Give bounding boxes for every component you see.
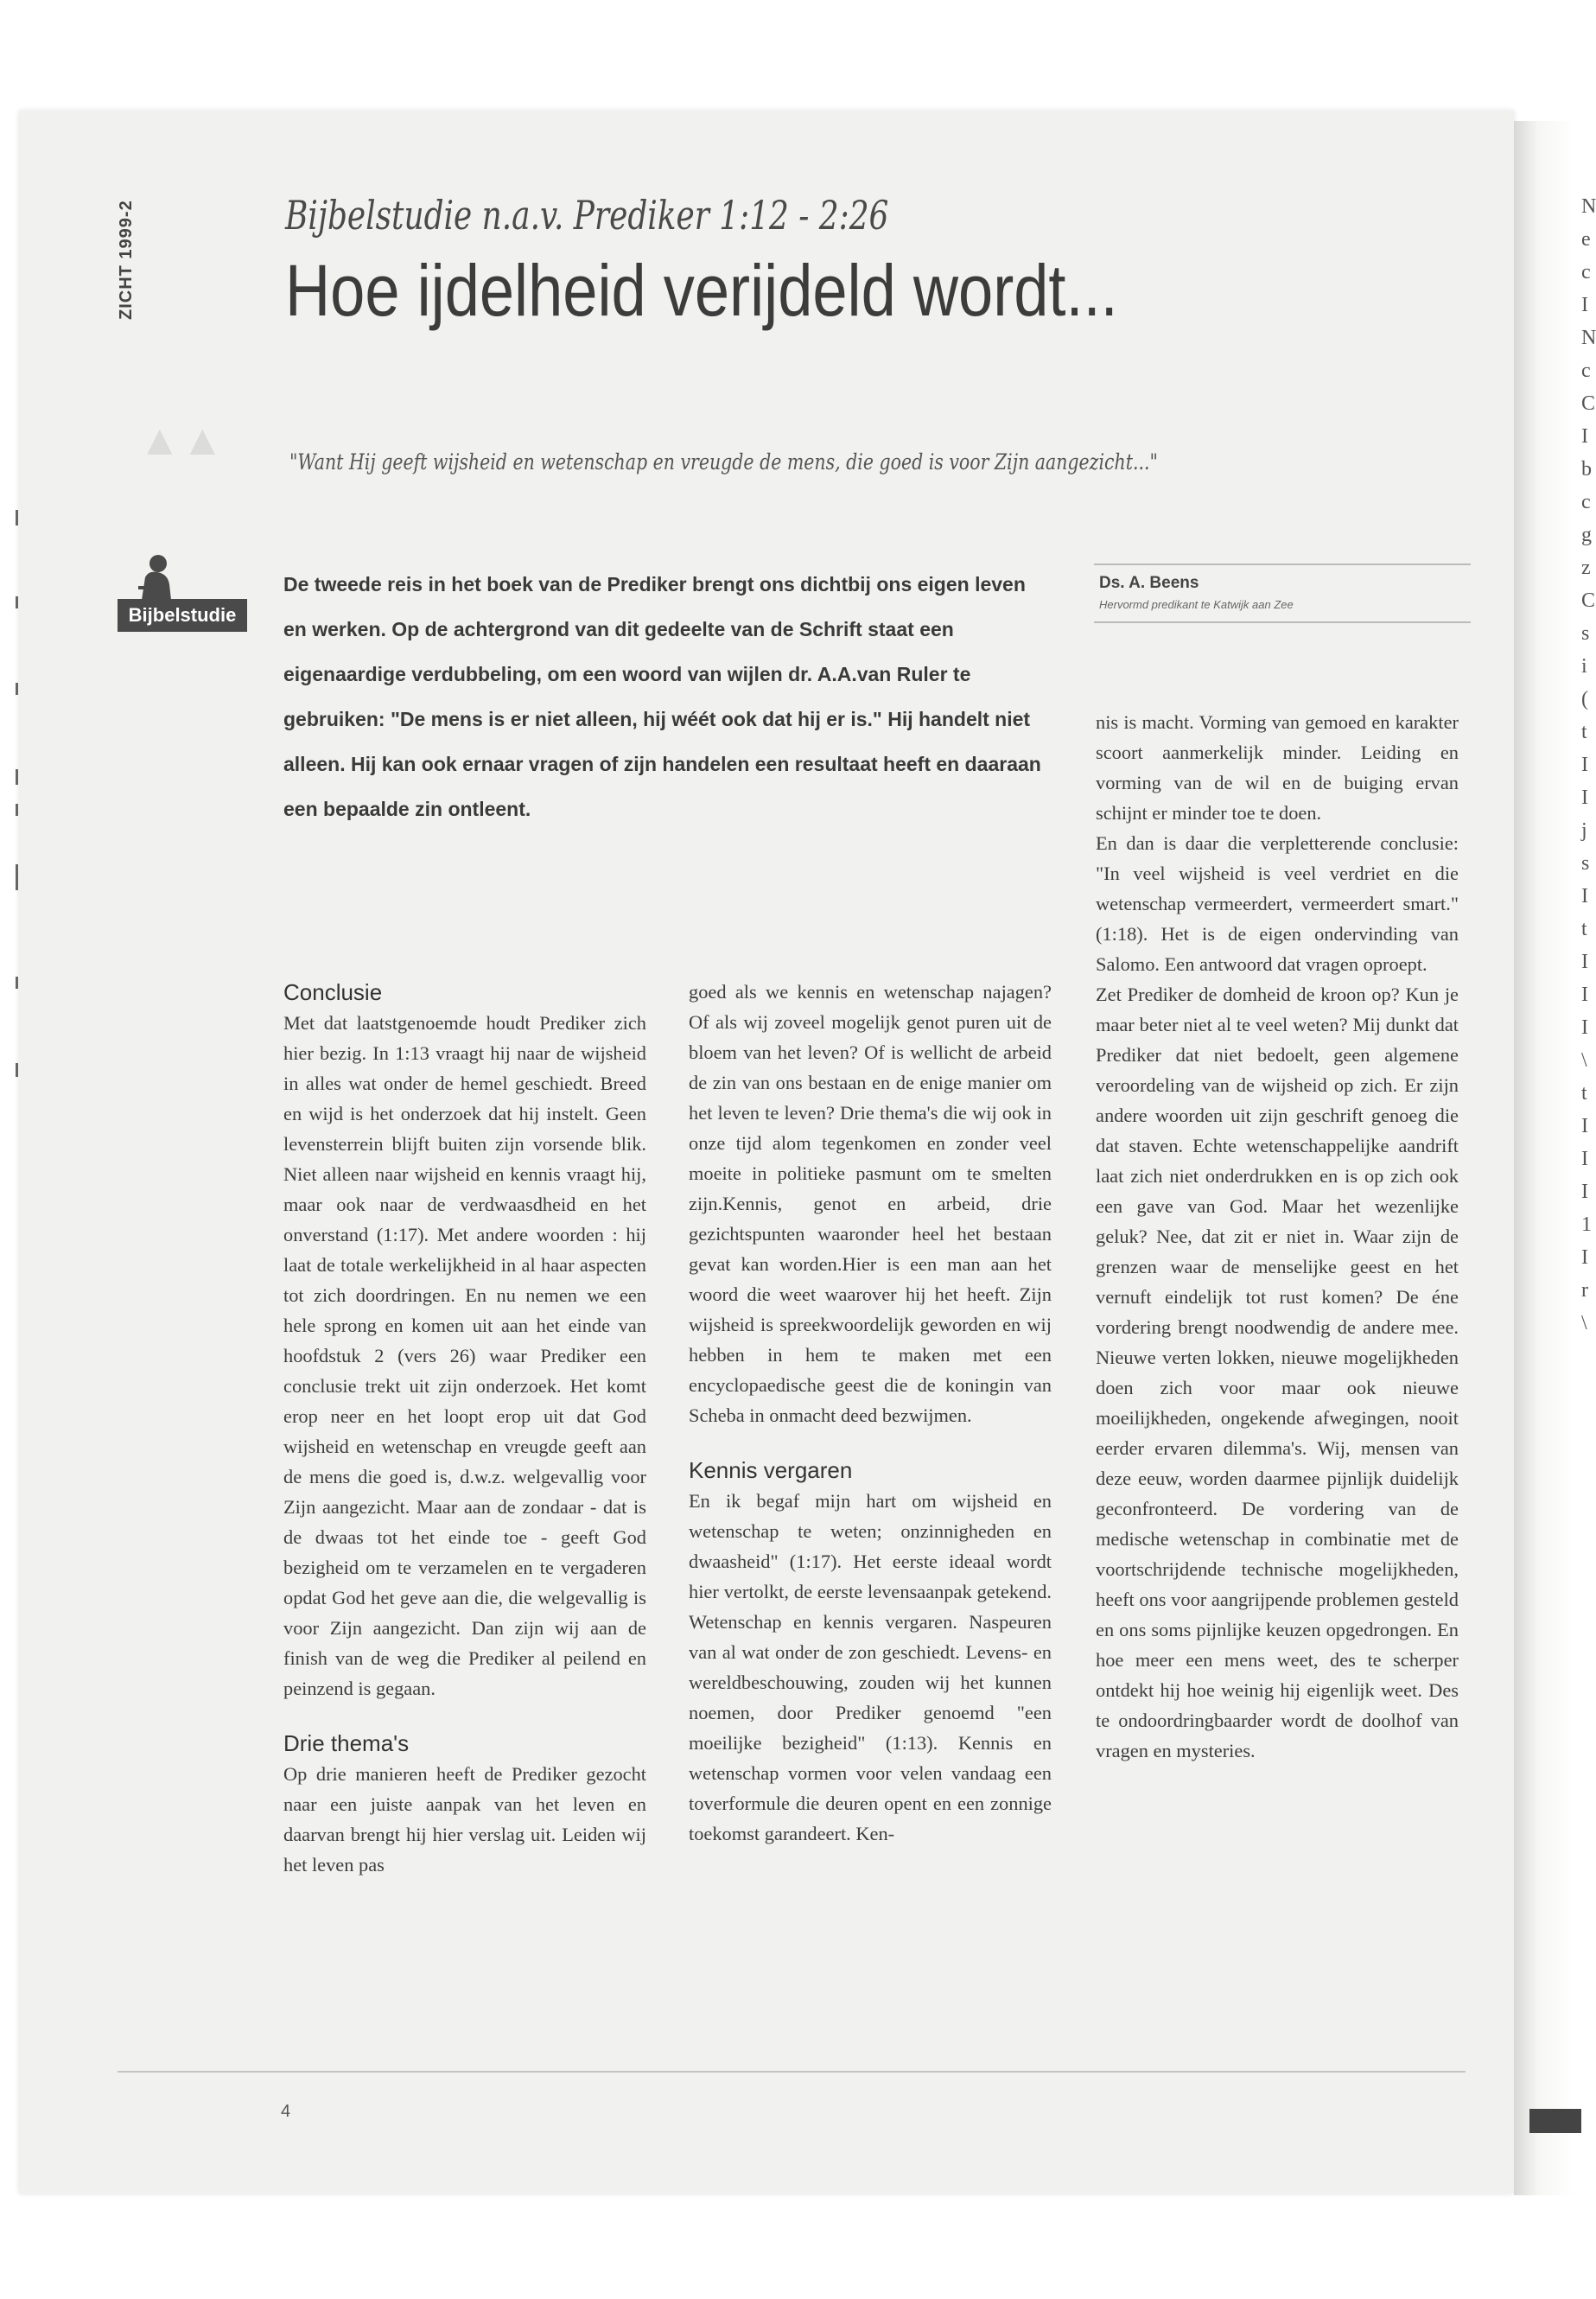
facing-page-letter: I — [1581, 425, 1588, 448]
reading-person-icon — [130, 551, 181, 600]
intro-paragraph: De tweede reis in het boek van de Prediker brengt ons dichtbij ons eigen leven en werken. Op de achtergrond van dit gedeelte van de Schrift staat een eigenaardige verdubbeling, om een woord van wijlen dr. A.A.van Ruler te gebruiken: "De mens is er niet alleen, hij wéét ook dat hij er is." Hij handelt niet alleen. Hij kan ook ernaar vragen of zijn handelen een resultaat heeft en daaraan een bepaalde zin ontleent. — [283, 573, 1041, 820]
facing-page-letter: I — [1581, 1148, 1588, 1170]
facing-page-letter: I — [1581, 786, 1588, 809]
facing-page-letter: N — [1581, 327, 1596, 349]
facing-page-letter: \ — [1581, 1049, 1587, 1072]
facing-page-letter: I — [1581, 1115, 1588, 1137]
facing-page-letter: 1 — [1581, 1213, 1592, 1236]
paragraph-kennis: En ik begaf mijn hart om wijsheid en wetenschap te weten; onzinnigheden en dwaasheid" (1:17). Het eerste ideaal wordt hier vertolkt, de eerste levensaanpak getekend. Wetenschap en kennis vergaren. Naspeuren van al wat onder de zon geschiedt. Levens- en wereldbeschouwing, zouden wij het kunnen noemen, door Prediker genoemd "een moeilijke bezigheid" (1:13). Kennis en wetenschap vormen voor velen vandaag een toverformule die deuren opent en een zonnige toekomst garandeert. Ken- — [689, 1490, 1052, 1844]
heading-kennis-vergaren: Kennis vergaren — [689, 1457, 853, 1483]
facing-page-letter: N — [1581, 195, 1596, 218]
article-quote: "Want Hij geeft wijsheid en wetenschap en vreugde de mens, die goed is voor Zijn aangezicht..." — [289, 449, 1158, 474]
facing-page-letter: c — [1581, 360, 1591, 382]
heading-conclusie: Conclusie — [283, 979, 383, 1005]
facing-page-letter: \ — [1581, 1312, 1587, 1334]
facing-page-letter: r — [1581, 1279, 1588, 1302]
next-page-edge — [1514, 121, 1574, 2195]
facing-page-letter: b — [1581, 458, 1592, 481]
facing-page-letter: I — [1581, 754, 1588, 776]
paragraph-conclusie-verdriet: En dan is daar die verpletterende conclusie: "In veel wijsheid is veel verdriet en die wetenschap vermeerdert, vermeerdert smart." (1:18). Het is de eigen ondervinding van Salomo. Een antwoord dat vragen oproept. — [1096, 832, 1459, 975]
facing-page-letter: z — [1581, 557, 1591, 579]
facing-page-letter: I — [1581, 984, 1588, 1006]
facing-page-letter: j — [1581, 819, 1587, 842]
facing-page-letter: I — [1581, 1016, 1588, 1039]
facing-page-letter: e — [1581, 228, 1591, 251]
facing-page-letter: I — [1581, 951, 1588, 973]
binding-shadow — [1529, 2109, 1581, 2133]
facing-page-letter: c — [1581, 261, 1591, 283]
facing-page-letter: C — [1581, 392, 1596, 415]
facing-page-letter: i — [1581, 655, 1587, 678]
facing-page-letter: I — [1581, 885, 1588, 908]
paragraph-domheid: Zet Prediker de domheid de kroon op? Kun je maar beter niet al te veel weten? Mij dunkt dat Prediker dat niet bedoelt, geen algemene veroordeling van de wijsheid op zich. Er zijn andere woorden uit zijn geschrift genoeg die dat staven. Echte wetenschappelijke aandrift laat zich niet onderdrukken en is op zich ook een gave van God. Maar het wezenlijke geluk? Nee, dat zit er niet in. Waar zijn de grenzen waar de menselijke geest en het vernuft eindelijk tot rust komen? De éne vordering brengt noodwendig de andere mee. Nieuwe verten lokken, nieuwe mogelijkheden doen zich voor maar ook nieuwe moeilijkheden, ongekende afwegingen, nooit eerder ervaren dilemma's. Wij, mensen van deze eeuw, worden daarmee pijnlijk duidelijk geconfronteerd. De vordering van de medische wetenschap in combinatie met de voortschrijdende technische mogelijkheden, heeft ons voor aangrijpende problemen gesteld en ons soms pijnlijke keuzen opgedrongen. En hoe meer een mens weet, des te scherper ontdekt hij hoe weinig hij eigenlijk weet. Des te ondoordringbaarder wordt de doolhof van vragen en mysteries. — [1096, 984, 1459, 1761]
facing-page-letter: ( — [1581, 688, 1588, 710]
facing-page-letter: I — [1581, 1246, 1588, 1269]
facing-page-letter: C — [1581, 589, 1596, 612]
facing-page-letter: I — [1581, 1181, 1588, 1203]
heading-drie-themas: Drie thema's — [283, 1730, 410, 1756]
show-through-shape: ▲▲ — [138, 416, 224, 464]
facing-page-letter: s — [1581, 622, 1590, 645]
paragraph-conclusie: Met dat laatstgenoemde houdt Prediker zich hier bezig. In 1:13 vraagt hij naar de wijsheid in alles wat onder de hemel geschiedt. Breed en wijd is het onderzoek dat hij instelt. Geen levensterrein blijft buiten zijn vorsende blik. Niet alleen naar wijsheid en kennis vraagt hij, maar ook naar de verdwaasdheid en het onverstand (1:17). Met andere woorden : hij laat de totale werkelijkheid in al haar aspecten tot zich doordringen. En nu nemen we een hele sprong en komen uit aan het einde van hoofdstuk 2 (vers 26) waar Prediker een conclusie trekt uit zijn onderzoek. Het komt erop neer en het loopt erop uit dat God wijsheid en wetenschap en vreugde geeft aan de mens die goed is, d.w.z. welgevallig voor Zijn aangezicht. Maar aan de zondaar - dat is de dwaas tot het einde toe - geeft God bezigheid om te verzamelen en te vergaderen opdat God het geve aan die, die welgevallig is voor Zijn aangezicht. Dan zijn wij aan de finish van de weg die Prediker al peilend en peinzend is gegaan. — [283, 1012, 646, 1699]
facing-page-letter: c — [1581, 491, 1591, 513]
facing-page-letter: g — [1581, 524, 1592, 546]
facing-page-letter: t — [1581, 721, 1587, 743]
page-number: 4 — [281, 2102, 291, 2121]
facing-page-letter: t — [1581, 1082, 1587, 1105]
paragraph-drie-themas: Op drie manieren heeft de Prediker gezocht naar een juiste aanpak van het leven en daarvan brengt hij hier verslag uit. Leiden wij het leven pas — [283, 1763, 646, 1876]
facing-page-letter: I — [1581, 294, 1588, 316]
article-kicker: Bijbelstudie n.a.v. Prediker 1:12 - 2:26 — [285, 192, 889, 239]
facing-page-letter: t — [1581, 918, 1587, 940]
facing-page-letters — [1581, 190, 1594, 1340]
author-box — [1094, 564, 1471, 623]
paragraph-macht: nis is macht. Vorming van gemoed en karakter scoort aanmerkelijk minder. Leiding en vorming van de wil en de buiging ervan schijnt er minder toe te doen. — [1096, 711, 1459, 824]
section-badge: Bijbelstudie — [118, 599, 247, 632]
column-3 — [1096, 707, 1459, 1766]
author-name: Ds. A. Beens — [1099, 574, 1199, 592]
author-role: Hervormd predikant te Katwijk aan Zee — [1099, 598, 1294, 611]
facing-page-letter: s — [1581, 852, 1590, 875]
side-label: ZICHT 1999-2 — [117, 200, 136, 320]
column-2 — [689, 977, 1052, 1849]
footer-rule — [118, 2071, 1466, 2073]
article-title: Hoe ijdelheid verijdeld wordt... — [285, 250, 1118, 331]
column-1 — [283, 977, 646, 1880]
paragraph-themas-cont: goed als we kennis en wetenschap najagen? Of als wij zoveel mogelijk genot puren uit de bloem van het leven? Of is wellicht de arbeid de zin van ons bestaan en de enige manier om het leven te leven? Drie thema's die wij ook in onze tijd alom tegenkomen en zonder veel moeite in politieke pasmunt om te smelten zijn.Kennis, genot en arbeid, drie gezichtspunten waaronder heel het bestaan gevat kan worden.Hier is een man aan het woord die weet waarover hij het heeft. Zijn wijsheid is spreekwoordelijk geworden en wij hebben in hem te maken met een encyclopaedische geest die de koningin van Scheba in onmacht deed bezwijmen. — [689, 981, 1052, 1426]
